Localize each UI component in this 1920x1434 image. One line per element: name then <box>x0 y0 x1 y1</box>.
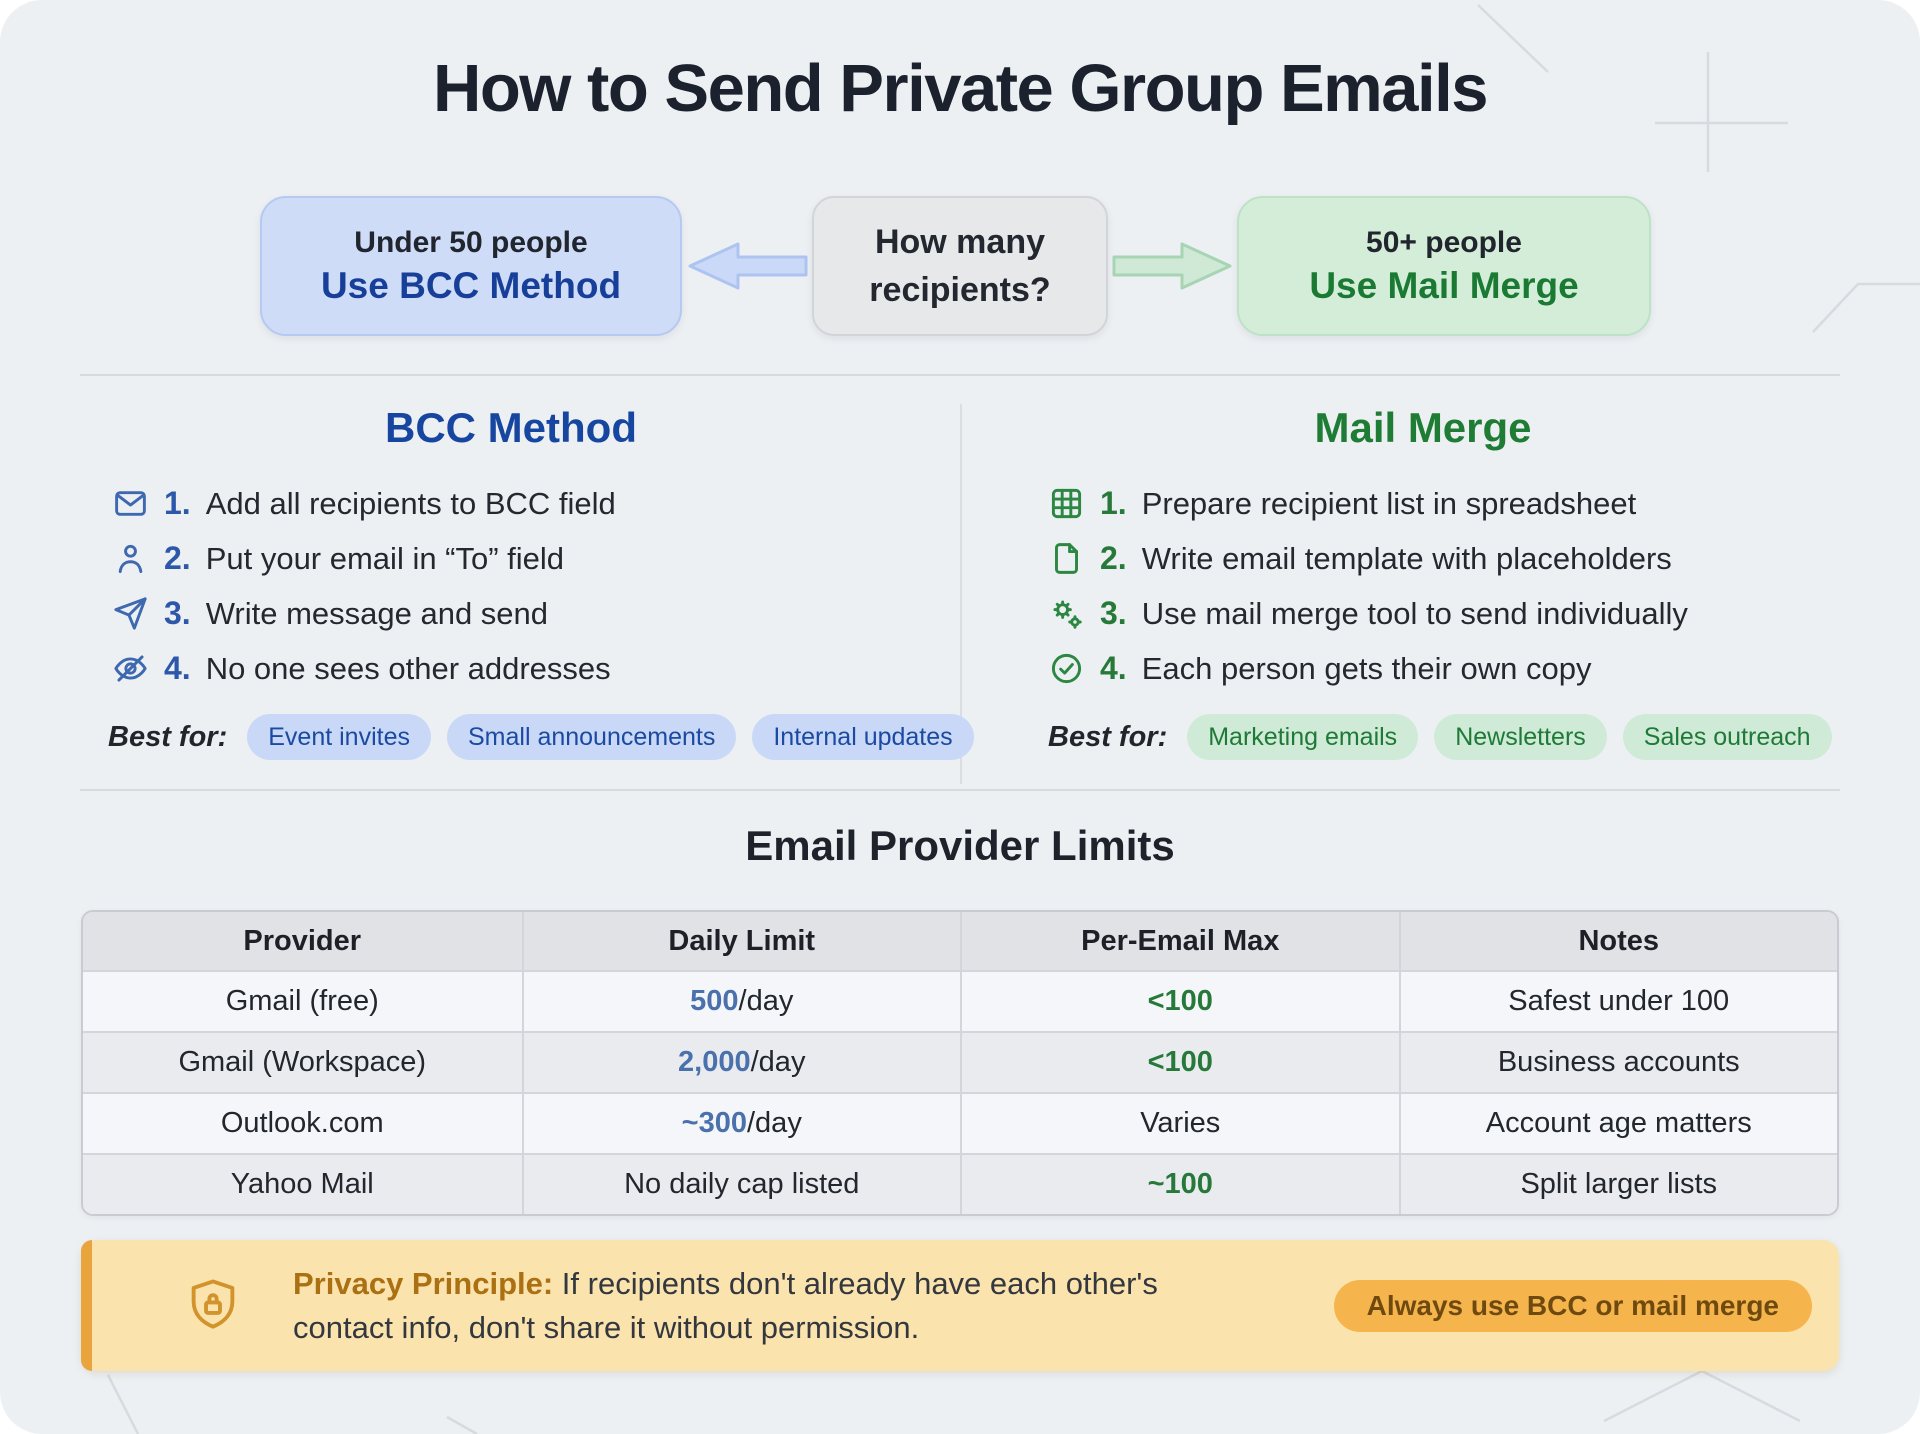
column-header-provider: Provider <box>243 924 362 957</box>
merge-step-2 <box>1048 531 1688 586</box>
per-email-max-value: ~100 <box>1147 1168 1213 1200</box>
step-text: Each person gets their own copy <box>1141 650 1592 686</box>
daily-limit-cell <box>522 972 961 1031</box>
column-header-per-email-max: Per-Email Max <box>960 912 1399 970</box>
flow-bcc-condition: Under 50 people <box>354 225 588 259</box>
notes-cell: Account age matters <box>1399 1094 1838 1153</box>
step-number: 3. <box>164 595 191 631</box>
section-divider-bottom <box>80 789 1840 791</box>
step-text: Write message and send <box>205 595 549 631</box>
bcc-best-for <box>108 714 974 760</box>
flow-question-line2: recipients? <box>869 270 1051 309</box>
privacy-banner <box>81 1240 1839 1371</box>
document-icon <box>1048 540 1085 577</box>
per-email-max-cell <box>960 1094 1399 1153</box>
check-circle-icon <box>1048 650 1085 687</box>
bcc-step-3 <box>112 586 616 641</box>
privacy-principle-text <box>293 1261 1253 1349</box>
per-email-max-cell <box>960 1155 1399 1214</box>
banner-accent-bar <box>81 1240 92 1371</box>
spreadsheet-icon <box>1048 485 1085 522</box>
step-number: 1. <box>1100 485 1127 521</box>
flow-merge-action: Use Mail Merge <box>1309 264 1579 306</box>
bcc-step-4 <box>112 641 616 696</box>
page-title: How to Send Private Group Emails <box>433 51 1487 126</box>
privacy-principle-label: Privacy Principle: <box>293 1265 554 1301</box>
mail-merge-steps-list <box>1048 476 1688 696</box>
provider-limits-table <box>81 910 1839 1216</box>
step-text: Add all recipients to BCC field <box>205 485 616 521</box>
bcc-tag: Internal updates <box>752 714 973 760</box>
notes-cell: Safest under 100 <box>1399 972 1838 1031</box>
step-text: Use mail merge tool to send individually <box>1141 595 1688 631</box>
provider-cell: Gmail (free) <box>225 985 379 1017</box>
daily-limit-value: 500 <box>690 985 739 1017</box>
merge-step-4 <box>1048 641 1688 696</box>
mail-merge-heading: Mail Merge <box>1314 404 1532 451</box>
send-icon <box>112 595 149 632</box>
provider-cell: Gmail (Workspace) <box>178 1046 427 1078</box>
notes-cell: Split larger lists <box>1399 1155 1838 1214</box>
daily-limit-suffix: /day <box>738 985 794 1017</box>
merge-tag: Sales outreach <box>1623 714 1832 760</box>
daily-limit-cell <box>522 1155 961 1214</box>
arrow-left-icon <box>684 234 810 298</box>
flow-bcc-action: Use BCC Method <box>320 264 622 306</box>
per-email-max-cell <box>960 972 1399 1031</box>
gears-icon <box>1048 595 1085 632</box>
privacy-rule-badge: Always use BCC or mail merge <box>1334 1280 1812 1332</box>
step-text: Write email template with placeholders <box>1141 540 1672 576</box>
flow-merge-condition: 50+ people <box>1366 225 1522 259</box>
merge-tag: Newsletters <box>1434 714 1607 760</box>
table-row-yahoo <box>83 1153 1837 1214</box>
table-row-outlook <box>83 1092 1837 1153</box>
per-email-max-value: <100 <box>1147 985 1213 1017</box>
flow-box-mail-merge <box>1237 196 1651 336</box>
best-for-label: Best for: <box>108 720 228 753</box>
flow-question-line1: How many <box>874 223 1046 261</box>
daily-limit-cell <box>522 1033 961 1092</box>
step-number: 2. <box>164 540 191 576</box>
bcc-tag: Event invites <box>247 714 431 760</box>
merge-step-3 <box>1048 586 1688 641</box>
daily-limit-suffix: No daily cap listed <box>624 1168 860 1200</box>
best-for-label: Best for: <box>1048 720 1168 753</box>
step-text: No one sees other addresses <box>205 650 611 686</box>
provider-cell: Yahoo Mail <box>230 1168 374 1200</box>
arrow-right-icon <box>1110 234 1236 298</box>
bcc-step-1 <box>112 476 616 531</box>
user-icon <box>112 540 149 577</box>
step-number: 1. <box>164 485 191 521</box>
flow-box-bcc <box>260 196 682 336</box>
bcc-step-2 <box>112 531 616 586</box>
per-email-max-text: Varies <box>1140 1107 1221 1139</box>
envelope-icon <box>112 485 149 522</box>
merge-step-1 <box>1048 476 1688 531</box>
step-number: 2. <box>1100 540 1127 576</box>
step-number: 4. <box>1100 650 1127 686</box>
per-email-max-cell <box>960 1033 1399 1092</box>
table-row-gmail-free <box>83 970 1837 1031</box>
shield-lock-icon <box>182 1275 244 1337</box>
step-text: Put your email in “To” field <box>205 540 565 576</box>
step-number: 4. <box>164 650 191 686</box>
privacy-principle-body: If recipients don't already have each other's contact info, don't share it without permission. <box>293 1265 1158 1345</box>
table-heading: Email Provider Limits <box>745 822 1175 869</box>
step-number: 3. <box>1100 595 1127 631</box>
column-header-notes: Notes <box>1399 912 1838 970</box>
bcc-method-heading: BCC Method <box>385 404 637 451</box>
bcc-tag: Small announcements <box>447 714 736 760</box>
daily-limit-cell <box>522 1094 961 1153</box>
per-email-max-value: <100 <box>1147 1046 1213 1078</box>
daily-limit-value: ~300 <box>681 1107 747 1139</box>
step-text: Prepare recipient list in spreadsheet <box>1141 485 1637 521</box>
eye-off-icon <box>112 650 149 687</box>
provider-cell: Outlook.com <box>220 1107 384 1139</box>
daily-limit-suffix: /day <box>750 1046 806 1078</box>
table-header-row <box>83 912 1837 970</box>
table-row-gmail-workspace <box>83 1031 1837 1092</box>
column-header-daily-limit: Daily Limit <box>522 912 961 970</box>
merge-best-for <box>1048 714 1832 760</box>
merge-tag: Marketing emails <box>1187 714 1418 760</box>
flow-box-question <box>812 196 1108 336</box>
notes-cell: Business accounts <box>1399 1033 1838 1092</box>
bcc-steps-list <box>112 476 616 696</box>
daily-limit-suffix: /day <box>747 1107 802 1139</box>
daily-limit-value: 2,000 <box>678 1046 751 1078</box>
section-divider-top <box>80 374 1840 376</box>
